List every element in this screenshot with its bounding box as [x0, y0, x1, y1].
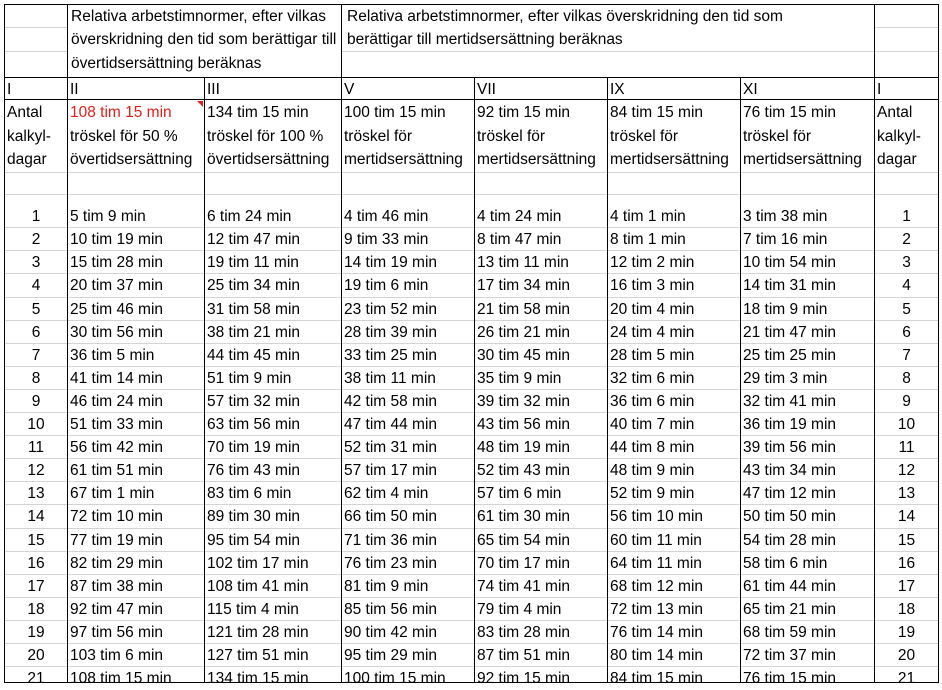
grid-line: [4, 27, 68, 28]
column-header-day-count-left-line-3[interactable]: dagar: [7, 151, 47, 168]
grid-line: [4, 4, 5, 683]
table-cell-mertid-v[interactable]: 28 tim 39 min: [344, 324, 438, 341]
roman-numeral-mertid-v[interactable]: V: [344, 81, 355, 98]
table-cell-mertid-ix[interactable]: 12 tim 2 min: [610, 254, 695, 271]
table-cell-mertid-xi[interactable]: 47 tim 12 min: [743, 485, 837, 502]
table-cell-mertid-xi[interactable]: 39 tim 56 min: [743, 439, 837, 456]
table-cell-mertid-ix[interactable]: 68 tim 12 min: [610, 578, 704, 595]
column-header-overtime-50-line-3[interactable]: övertidsersättning: [70, 151, 193, 168]
table-cell-overtime-100[interactable]: 102 tim 17 min: [207, 555, 309, 572]
column-header-mertid-xi-line-3[interactable]: mertidsersättning: [743, 151, 862, 168]
table-cell-day-count-right[interactable]: 10: [897, 416, 916, 433]
table-cell-day-count-left[interactable]: 15: [27, 532, 45, 549]
table-cell-day-count-right[interactable]: 20: [897, 647, 916, 664]
table-cell-mertid-xi[interactable]: 76 tim 15 min: [743, 670, 837, 687]
table-cell-overtime-50[interactable]: 56 tim 42 min: [70, 439, 164, 456]
table-cell-mertid-ix[interactable]: 44 tim 8 min: [610, 439, 695, 456]
table-cell-overtime-50[interactable]: 87 tim 38 min: [70, 578, 164, 595]
grid-line: [4, 51, 68, 52]
roman-numeral-overtime-100[interactable]: III: [207, 81, 220, 98]
table-cell-day-count-right[interactable]: 6: [902, 324, 911, 341]
table-cell-overtime-100[interactable]: 83 tim 6 min: [207, 485, 292, 502]
table-cell-day-count-right[interactable]: 4: [902, 277, 911, 294]
table-cell-day-count-right[interactable]: 18: [897, 601, 916, 618]
grid-line: [67, 4, 68, 683]
column-header-mertid-xi-line-2[interactable]: tröskel för: [743, 127, 812, 145]
column-header-mertid-vii-line-1[interactable]: 92 tim 15 min: [477, 104, 571, 121]
table-cell-day-count-left[interactable]: 13: [27, 485, 45, 502]
table-cell-overtime-50[interactable]: 51 tim 33 min: [70, 416, 164, 433]
table-cell-day-count-left[interactable]: 16: [27, 555, 45, 572]
table-cell-mertid-ix[interactable]: 16 tim 3 min: [610, 277, 695, 294]
table-cell-mertid-v[interactable]: 38 tim 11 min: [344, 370, 436, 387]
table-cell-day-count-left[interactable]: 11: [27, 439, 45, 456]
table-cell-mertid-v[interactable]: 47 tim 44 min: [344, 416, 438, 433]
table-cell-mertid-vii[interactable]: 39 tim 32 min: [477, 393, 571, 410]
table-cell-mertid-ix[interactable]: 72 tim 13 min: [610, 601, 704, 618]
table-cell-overtime-100[interactable]: 115 tim 4 min: [207, 601, 299, 618]
table-cell-day-count-right[interactable]: 16: [897, 555, 916, 572]
table-cell-day-count-right[interactable]: 19: [897, 624, 916, 641]
table-cell-mertid-vii[interactable]: 61 tim 30 min: [477, 508, 571, 525]
table-cell-overtime-50[interactable]: 82 tim 29 min: [70, 555, 164, 572]
table-cell-day-count-right[interactable]: 13: [897, 485, 916, 502]
table-cell-overtime-50[interactable]: 30 tim 56 min: [70, 324, 164, 341]
table-cell-mertid-vii[interactable]: 13 tim 11 min: [477, 254, 569, 271]
table-cell-mertid-xi[interactable]: 50 tim 50 min: [743, 508, 837, 525]
table-cell-mertid-v[interactable]: 100 tim 15 min: [344, 670, 446, 687]
table-cell-day-count-left[interactable]: 7: [31, 347, 41, 364]
table-cell-mertid-vii[interactable]: 92 tim 15 min: [477, 670, 571, 687]
table-cell-day-count-right[interactable]: 8: [902, 370, 911, 387]
roman-numeral-day-count-left[interactable]: I: [7, 81, 12, 98]
column-header-day-count-right-line-3[interactable]: dagar: [877, 151, 917, 168]
table-cell-mertid-xi[interactable]: 36 tim 19 min: [743, 416, 837, 433]
table-cell-mertid-xi[interactable]: 18 tim 9 min: [743, 301, 828, 318]
table-cell-overtime-100[interactable]: 121 tim 28 min: [207, 624, 309, 641]
table-cell-mertid-vii[interactable]: 74 tim 41 min: [477, 578, 571, 595]
table-cell-mertid-ix[interactable]: 36 tim 6 min: [610, 393, 695, 410]
table-cell-mertid-xi[interactable]: 65 tim 21 min: [743, 601, 837, 618]
table-cell-mertid-v[interactable]: 23 tim 52 min: [344, 301, 438, 318]
table-cell-mertid-xi[interactable]: 7 tim 16 min: [743, 231, 828, 248]
table-cell-overtime-50[interactable]: 41 tim 14 min: [70, 370, 164, 387]
column-header-overtime-100-line-3[interactable]: övertidsersättning: [207, 151, 330, 168]
column-header-overtime-50-line-2[interactable]: tröskel för 50 %: [70, 127, 178, 145]
grid-line: [341, 4, 342, 683]
table-cell-day-count-left[interactable]: 5: [31, 301, 41, 318]
column-header-day-count-left-line-1[interactable]: Antal: [7, 104, 43, 121]
table-cell-mertid-vii[interactable]: 26 tim 21 min: [477, 324, 571, 341]
table-cell-overtime-100[interactable]: 134 tim 15 min: [207, 670, 309, 687]
table-cell-mertid-ix[interactable]: 56 tim 10 min: [610, 508, 704, 525]
table-cell-overtime-50[interactable]: 97 tim 56 min: [70, 624, 164, 641]
table-cell-mertid-vii[interactable]: 17 tim 34 min: [477, 277, 571, 294]
table-cell-mertid-v[interactable]: 95 tim 29 min: [344, 647, 438, 664]
column-header-mertid-xi-line-1[interactable]: 76 tim 15 min: [743, 104, 837, 121]
column-header-mertid-vii-line-3[interactable]: mertidsersättning: [477, 151, 596, 168]
comment-indicator-icon[interactable]: [197, 101, 203, 107]
table-cell-overtime-100[interactable]: 89 tim 30 min: [207, 508, 301, 525]
table-cell-mertid-ix[interactable]: 76 tim 14 min: [610, 624, 704, 641]
roman-numeral-mertid-xi[interactable]: XI: [743, 81, 758, 98]
column-header-mertid-ix-line-1[interactable]: 84 tim 15 min: [610, 104, 704, 121]
roman-numeral-mertid-vii[interactable]: VII: [477, 81, 496, 98]
table-cell-mertid-v[interactable]: 71 tim 36 min: [344, 532, 438, 549]
column-header-mertid-ix-line-3[interactable]: mertidsersättning: [610, 151, 729, 168]
table-cell-mertid-ix[interactable]: 20 tim 4 min: [610, 301, 695, 318]
table-cell-overtime-50[interactable]: 61 tim 51 min: [70, 462, 164, 479]
table-cell-day-count-right[interactable]: 12: [897, 462, 916, 479]
table-cell-mertid-vii[interactable]: 21 tim 58 min: [477, 301, 571, 318]
table-cell-overtime-100[interactable]: 51 tim 9 min: [207, 370, 292, 387]
table-cell-mertid-vii[interactable]: 4 tim 24 min: [477, 208, 562, 225]
table-cell-day-count-left[interactable]: 3: [31, 254, 41, 271]
header-mertid-group[interactable]: Relativa arbetstimnormer, efter vilkas överskridning den tid som berättigar till mertidsersättning beräknas: [347, 8, 783, 49]
table-cell-mertid-xi[interactable]: 54 tim 28 min: [743, 532, 837, 549]
table-cell-mertid-vii[interactable]: 83 tim 28 min: [477, 624, 571, 641]
table-cell-overtime-100[interactable]: 38 tim 21 min: [207, 324, 301, 341]
table-cell-day-count-right[interactable]: 9: [902, 393, 911, 410]
column-header-mertid-v-line-1[interactable]: 100 tim 15 min: [344, 104, 446, 121]
table-cell-day-count-right[interactable]: 1: [902, 208, 911, 225]
table-cell-overtime-50[interactable]: 25 tim 46 min: [70, 301, 164, 318]
table-cell-mertid-v[interactable]: 52 tim 31 min: [344, 439, 438, 456]
column-header-mertid-vii-line-2[interactable]: tröskel för: [477, 127, 546, 145]
table-cell-overtime-50[interactable]: 36 tim 5 min: [70, 347, 155, 364]
table-cell-overtime-50[interactable]: 20 tim 37 min: [70, 277, 164, 294]
table-cell-overtime-100[interactable]: 70 tim 19 min: [207, 439, 301, 456]
table-cell-mertid-v[interactable]: 33 tim 25 min: [344, 347, 438, 364]
header-overtime-group[interactable]: Relativa arbetstimnormer, efter vilkas överskridning den tid som berättigar till övertidsersättning beräknas: [71, 8, 337, 72]
table-cell-mertid-v[interactable]: 81 tim 9 min: [344, 578, 429, 595]
table-cell-day-count-left[interactable]: 10: [27, 416, 45, 433]
table-cell-mertid-v[interactable]: 57 tim 17 min: [344, 462, 438, 479]
table-cell-mertid-xi[interactable]: 21 tim 47 min: [743, 324, 837, 341]
table-cell-day-count-left[interactable]: 6: [31, 324, 41, 341]
table-cell-overtime-100[interactable]: 63 tim 56 min: [207, 416, 301, 433]
table-cell-mertid-xi[interactable]: 58 tim 6 min: [743, 555, 828, 572]
table-cell-mertid-vii[interactable]: 79 tim 4 min: [477, 601, 562, 618]
column-header-day-count-right-line-1[interactable]: Antal: [877, 104, 913, 121]
table-cell-mertid-v[interactable]: 9 tim 33 min: [344, 231, 429, 248]
table-cell-day-count-right[interactable]: 15: [897, 532, 916, 549]
roman-numeral-day-count-right[interactable]: I: [877, 81, 882, 98]
table-cell-day-count-left[interactable]: 14: [27, 508, 45, 525]
table-cell-mertid-ix[interactable]: 80 tim 14 min: [610, 647, 704, 664]
table-cell-mertid-ix[interactable]: 48 tim 9 min: [610, 462, 695, 479]
table-cell-mertid-xi[interactable]: 68 tim 59 min: [743, 624, 837, 641]
table-cell-mertid-xi[interactable]: 61 tim 44 min: [743, 578, 837, 595]
table-cell-mertid-xi[interactable]: 14 tim 31 min: [743, 277, 837, 294]
table-cell-overtime-50[interactable]: 92 tim 47 min: [70, 601, 164, 618]
table-cell-day-count-right[interactable]: 14: [897, 508, 916, 525]
grid-line: [874, 4, 875, 683]
table-cell-mertid-xi[interactable]: 3 tim 38 min: [743, 208, 828, 225]
table-cell-overtime-100[interactable]: 127 tim 51 min: [207, 647, 309, 664]
table-cell-day-count-left[interactable]: 4: [31, 277, 41, 294]
table-cell-mertid-v[interactable]: 19 tim 6 min: [344, 277, 429, 294]
table-cell-mertid-xi[interactable]: 32 tim 41 min: [743, 393, 837, 410]
table-cell-day-count-left[interactable]: 18: [27, 601, 45, 618]
table-cell-overtime-50[interactable]: 77 tim 19 min: [70, 532, 164, 549]
table-cell-overtime-50[interactable]: 103 tim 6 min: [70, 647, 164, 664]
table-cell-mertid-vii[interactable]: 35 tim 9 min: [477, 370, 562, 387]
column-header-day-count-left-line-2[interactable]: kalkyl-: [7, 127, 51, 145]
table-cell-mertid-vii[interactable]: 57 tim 6 min: [477, 485, 562, 502]
table-cell-overtime-100[interactable]: 25 tim 34 min: [207, 277, 301, 294]
table-cell-mertid-vii[interactable]: 65 tim 54 min: [477, 532, 571, 549]
table-cell-day-count-left[interactable]: 8: [31, 370, 41, 387]
table-cell-overtime-100[interactable]: 95 tim 54 min: [207, 532, 301, 549]
table-cell-overtime-100[interactable]: 12 tim 47 min: [207, 231, 301, 248]
table-cell-mertid-ix[interactable]: 24 tim 4 min: [610, 324, 695, 341]
column-header-mertid-v-line-3[interactable]: mertidsersättning: [344, 151, 463, 168]
table-cell-mertid-vii[interactable]: 48 tim 19 min: [477, 439, 571, 456]
table-cell-overtime-100[interactable]: 57 tim 32 min: [207, 393, 301, 410]
table-cell-day-count-right[interactable]: 17: [897, 578, 916, 595]
table-cell-day-count-left[interactable]: 9: [31, 393, 41, 410]
table-cell-day-count-left[interactable]: 2: [31, 231, 41, 248]
table-cell-overtime-50[interactable]: 46 tim 24 min: [70, 393, 164, 410]
table-cell-day-count-left[interactable]: 19: [27, 624, 45, 641]
column-header-overtime-50-line-1[interactable]: 108 tim 15 min: [70, 104, 172, 121]
table-cell-mertid-xi[interactable]: 10 tim 54 min: [743, 254, 837, 271]
table-cell-mertid-xi[interactable]: 43 tim 34 min: [743, 462, 837, 479]
column-header-day-count-right-line-2[interactable]: kalkyl-: [877, 127, 921, 145]
column-header-overtime-100-line-1[interactable]: 134 tim 15 min: [207, 104, 309, 121]
grid-line: [740, 77, 741, 683]
table-cell-mertid-vii[interactable]: 30 tim 45 min: [477, 347, 571, 364]
table-cell-day-count-left[interactable]: 20: [27, 647, 45, 664]
grid-line: [204, 77, 205, 683]
table-cell-mertid-vii[interactable]: 87 tim 51 min: [477, 647, 571, 664]
table-cell-overtime-50[interactable]: 15 tim 28 min: [70, 254, 164, 271]
table-cell-mertid-vii[interactable]: 8 tim 47 min: [477, 231, 562, 248]
roman-numeral-overtime-50[interactable]: II: [70, 81, 79, 98]
grid-line: [474, 77, 475, 683]
table-cell-overtime-50[interactable]: 10 tim 19 min: [70, 231, 164, 248]
grid-line: [4, 194, 939, 195]
table-cell-mertid-ix[interactable]: 40 tim 7 min: [610, 416, 695, 433]
table-cell-overtime-100[interactable]: 19 tim 11 min: [207, 254, 299, 271]
table-cell-mertid-ix[interactable]: 32 tim 6 min: [610, 370, 695, 387]
table-cell-mertid-v[interactable]: 62 tim 4 min: [344, 485, 429, 502]
table-cell-mertid-ix[interactable]: 84 tim 15 min: [610, 670, 704, 687]
table-cell-mertid-xi[interactable]: 72 tim 37 min: [743, 647, 837, 664]
column-header-overtime-100-line-2[interactable]: tröskel för 100 %: [207, 127, 324, 145]
table-cell-mertid-v[interactable]: 90 tim 42 min: [344, 624, 438, 641]
table-cell-mertid-v[interactable]: 42 tim 58 min: [344, 393, 438, 410]
table-cell-day-count-left[interactable]: 1: [31, 208, 41, 225]
table-cell-mertid-ix[interactable]: 8 tim 1 min: [610, 231, 686, 248]
table-cell-mertid-ix[interactable]: 52 tim 9 min: [610, 485, 695, 502]
table-cell-day-count-left[interactable]: 21: [27, 670, 45, 687]
table-cell-mertid-vii[interactable]: 70 tim 17 min: [477, 555, 571, 572]
table-cell-day-count-right[interactable]: 5: [902, 301, 911, 318]
table-cell-overtime-50[interactable]: 67 tim 1 min: [70, 485, 155, 502]
table-cell-overtime-100[interactable]: 31 tim 58 min: [207, 301, 301, 318]
column-header-mertid-ix-line-2[interactable]: tröskel för: [610, 127, 679, 145]
table-cell-overtime-100[interactable]: 108 tim 41 min: [207, 578, 309, 595]
table-cell-day-count-right[interactable]: 21: [897, 670, 916, 687]
table-cell-day-count-right[interactable]: 2: [902, 231, 911, 248]
table-cell-mertid-v[interactable]: 14 tim 19 min: [344, 254, 438, 271]
grid-line: [874, 27, 939, 28]
table-cell-day-count-right[interactable]: 7: [902, 347, 911, 364]
grid-line: [4, 172, 939, 173]
table-cell-mertid-v[interactable]: 4 tim 46 min: [344, 208, 429, 225]
table-cell-mertid-v[interactable]: 66 tim 50 min: [344, 508, 438, 525]
table-cell-day-count-right[interactable]: 11: [898, 439, 915, 456]
table-cell-overtime-50[interactable]: 108 tim 15 min: [70, 670, 172, 687]
column-header-mertid-v-line-2[interactable]: tröskel för: [344, 127, 413, 145]
table-cell-overtime-50[interactable]: 72 tim 10 min: [70, 508, 164, 525]
table-cell-overtime-100[interactable]: 6 tim 24 min: [207, 208, 292, 225]
grid-line: [938, 4, 939, 683]
table-cell-mertid-vii[interactable]: 52 tim 43 min: [477, 462, 571, 479]
table-cell-mertid-xi[interactable]: 25 tim 25 min: [743, 347, 837, 364]
table-cell-mertid-xi[interactable]: 29 tim 3 min: [743, 370, 828, 387]
table-cell-mertid-ix[interactable]: 28 tim 5 min: [610, 347, 695, 364]
table-cell-day-count-right[interactable]: 3: [902, 254, 911, 271]
table-cell-day-count-left[interactable]: 12: [27, 462, 45, 479]
grid-line: [874, 51, 939, 52]
table-cell-overtime-100[interactable]: 76 tim 43 min: [207, 462, 301, 479]
roman-numeral-mertid-ix[interactable]: IX: [610, 81, 625, 98]
table-cell-day-count-left[interactable]: 17: [27, 578, 45, 595]
table-cell-mertid-ix[interactable]: 4 tim 1 min: [610, 208, 686, 225]
table-cell-mertid-ix[interactable]: 60 tim 11 min: [610, 532, 702, 549]
table-cell-mertid-v[interactable]: 85 tim 56 min: [344, 601, 438, 618]
table-cell-mertid-ix[interactable]: 64 tim 11 min: [610, 555, 702, 572]
table-cell-mertid-v[interactable]: 76 tim 23 min: [344, 555, 438, 572]
grid-line: [607, 77, 608, 683]
table-cell-mertid-vii[interactable]: 43 tim 56 min: [477, 416, 571, 433]
table-cell-overtime-100[interactable]: 44 tim 45 min: [207, 347, 301, 364]
table-cell-overtime-50[interactable]: 5 tim 9 min: [70, 208, 146, 225]
